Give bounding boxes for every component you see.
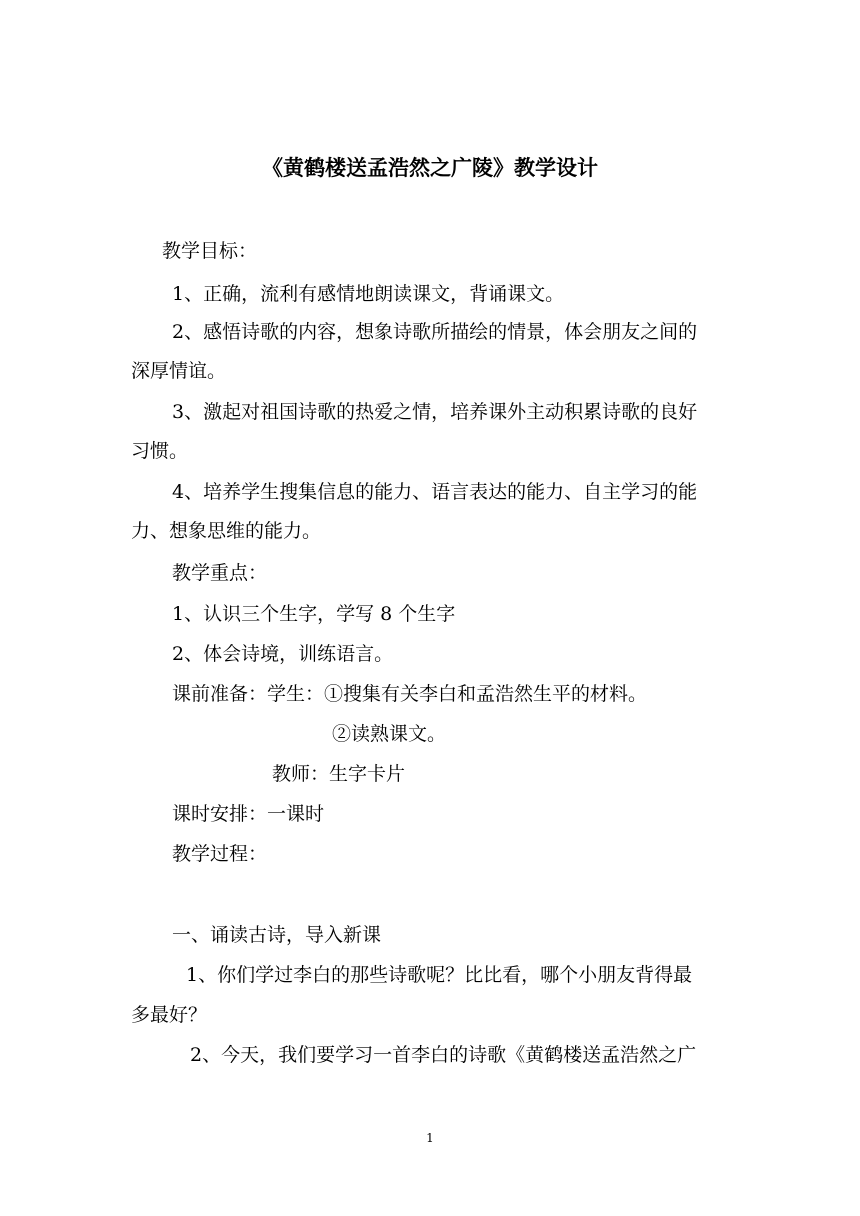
goal-1: 1、正确，流利有感情地朗读课文，背诵课文。 [172, 283, 565, 305]
key-point-1: 1、认识三个生字，学写 8 个生字 [172, 603, 456, 625]
goal-4-line-2: 力、想象思维的能力。 [131, 520, 322, 542]
heading-key-points: 教学重点： [172, 562, 268, 584]
preparation-teacher: 教师：生字卡片 [272, 763, 406, 785]
goal-4-line-1: 4、培养学生搜集信息的能力、语言表达的能力、自主学习的能 [172, 481, 698, 503]
key-point-2: 2、体会诗境，训练语言。 [172, 643, 394, 665]
class-schedule: 课时安排：一课时 [172, 803, 325, 825]
goal-3-line-1: 3、激起对祖国诗歌的热爱之情，培养课外主动积累诗歌的良好 [172, 401, 698, 423]
goal-3-line-2: 习惯。 [131, 440, 189, 462]
goal-2-line-1: 2、感悟诗歌的内容，想象诗歌所描绘的情景，体会朋友之间的 [172, 321, 698, 343]
step-1-line-1: 1、你们学过李白的那些诗歌呢？比比看，哪个小朋友背得最 [186, 964, 693, 986]
step-1-line-2: 多最好？ [131, 1004, 208, 1026]
document-title: 《黄鹤楼送孟浩然之广陵》教学设计 [262, 155, 598, 180]
section-1-heading: 一、诵读古诗，导入新课 [172, 924, 382, 946]
heading-teaching-goals: 教学目标： [162, 240, 258, 262]
goal-2-line-2: 深厚情谊。 [131, 360, 227, 382]
step-2-line-1: 2、今天，我们要学习一首李白的诗歌《黄鹤楼送孟浩然之广 [190, 1044, 697, 1066]
preparation-students-1: 课前准备：学生：①搜集有关李白和孟浩然生平的材料。 [172, 683, 648, 705]
heading-teaching-process: 教学过程： [172, 843, 268, 865]
page-number: 1 [426, 1131, 434, 1145]
preparation-students-2: ②读熟课文。 [332, 723, 447, 745]
